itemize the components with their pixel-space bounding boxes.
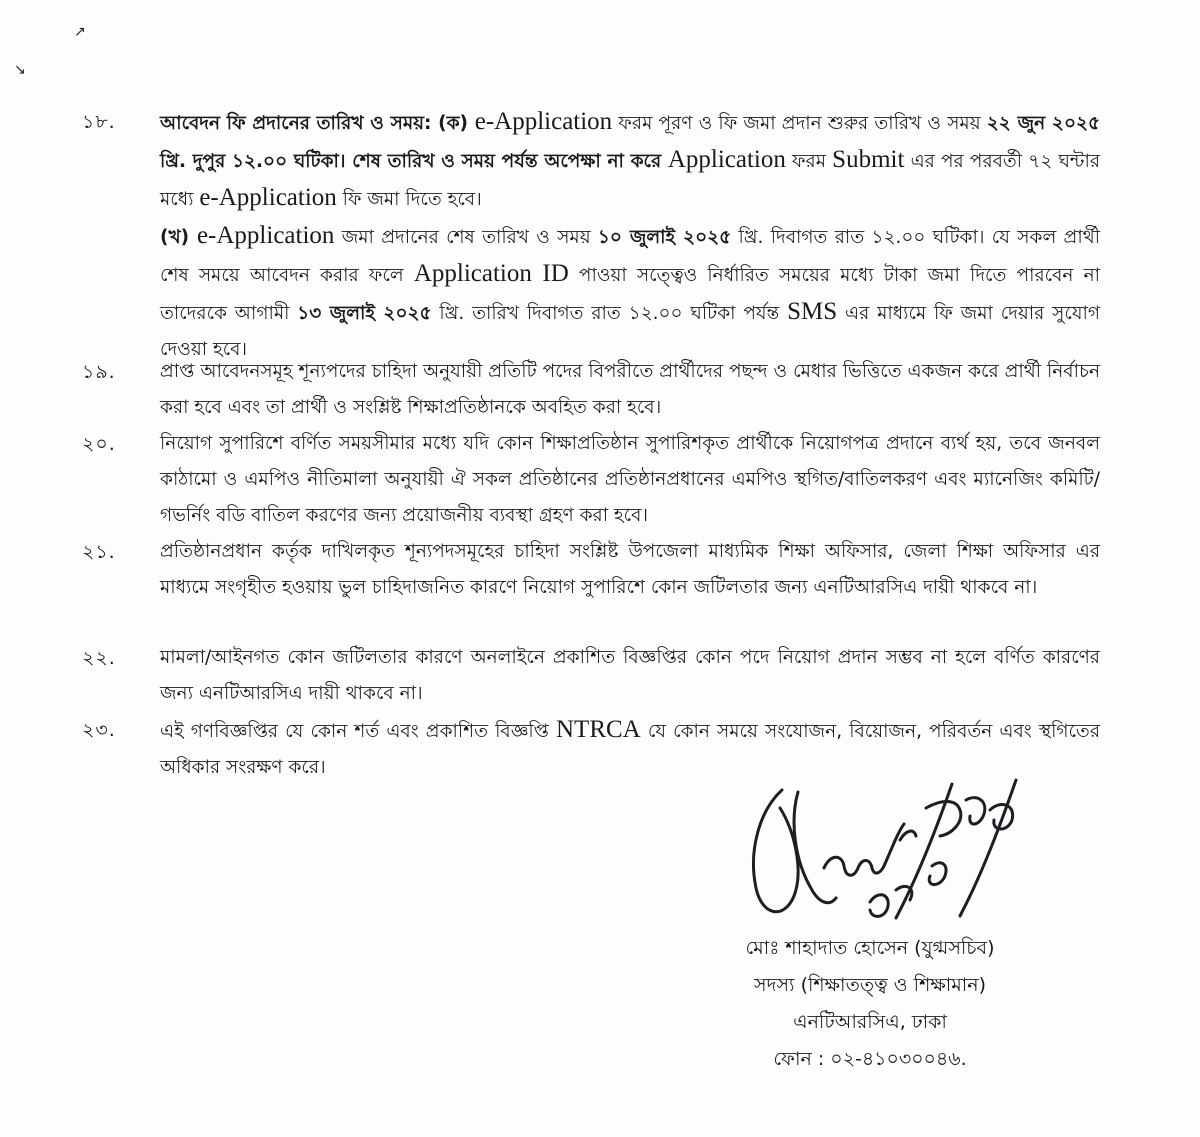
bold-text: ১৩ জুলাই ২০২৫ (297, 303, 432, 324)
signatory-phone: ফোন : ০২-৪১০৩০০৪৬. (773, 1048, 967, 1070)
latin-term: Submit (832, 146, 905, 173)
clause-body (160, 640, 1100, 712)
clause-paragraph (160, 218, 1100, 368)
clause-paragraph (160, 534, 1100, 606)
text-run: প্রাপ্ত আবেদনসমূহ শূন্যপদের চাহিদা অনুযায়ী প্রতিটি পদের বিপরীতে প্রার্থীদের পছন্দ ও মেধার ভিত্তিতে একজন করে প্রার্থী নির্বাচন করা হবে এবং তা প্রার্থী ও সংশ্লিষ্ট শিক্ষাপ্রতিষ্ঠানকে অবহিত করা হবে। (160, 361, 1100, 418)
text-run: খ্রি. তারিখ দিবাগত রাত ১২.০০ ঘটিকা পর্যন্ত (431, 303, 788, 324)
clause-paragraph (160, 426, 1100, 534)
text-run: প্রতিষ্ঠানপ্রধান কর্তৃক দাখিলকৃত শূন্যপদসমূহের চাহিদা সংশ্লিষ্ট উপজেলা মাধ্যমিক শিক্ষা অফিসার, জেলা শিক্ষা অফিসার এর মাধ্যমে সংগৃহীত হওয়ায় ভুল চাহিদাজনিত কারণে নিয়োগ সুপারিশে কোন জটিলতার জন্য এনটিআরসিএ দায়ী থাকবে না। (160, 541, 1100, 598)
latin-term: e-Application (474, 108, 613, 135)
clause-number: ২২. (82, 647, 116, 669)
text-run: ফরম (785, 151, 833, 172)
latin-term: NTRCA (556, 716, 641, 743)
signatory-designation: সদস্য (শিক্ষাতত্ত্ব ও শিক্ষামান) (753, 974, 987, 996)
clause-number: ১৯. (82, 361, 116, 383)
bold-text: আবেদন ফি প্রদানের তারিখ ও সময়: (ক) (160, 113, 475, 134)
latin-term: e-Application (196, 222, 335, 249)
text-run: এই গণবিজ্ঞপ্তির যে কোন শর্ত এবং প্রকাশিত বিজ্ঞপ্তি (160, 721, 556, 742)
clause-paragraph (160, 354, 1100, 426)
clause-number: ১৮. (82, 111, 116, 133)
clause-body (160, 354, 1100, 426)
text-run: এর পর পরবর্তী ৭২ ঘন্টার মধ্যে (160, 151, 1100, 210)
clause-body (160, 104, 1100, 368)
text-run: ফরম পূরণ ও ফি জমা প্রদান শুরুর তারিখ ও সময় (612, 113, 987, 134)
bold-text: (খ) (160, 227, 197, 248)
latin-term: Application (667, 146, 786, 173)
signatory-name: মোঃ শাহাদাত হোসেন (যুগ্মসচিব) (745, 937, 995, 959)
text-run: এর মাধ্যমে ফি জমা দেয়ার সুযোগ দেওয়া হবে। (160, 303, 1100, 360)
clause-body (160, 534, 1100, 606)
clause-number: ২১. (82, 541, 116, 563)
text-run: জমা প্রদানের শেষ তারিখ ও সময় (334, 227, 598, 248)
clause-body (160, 426, 1100, 534)
signature-block (690, 930, 1050, 1078)
latin-term: SMS (787, 298, 838, 325)
text-run: খ্রি. দিবাগত রাত ১২.০০ ঘটিকা। যে সকল প্রার্থী শেষ সময়ে আবেদন করার ফলে (160, 227, 1100, 286)
clause-paragraph (160, 104, 1100, 218)
signatory-office: এনটিআরসিএ, ঢাকা (793, 1011, 947, 1033)
latin-term: Application ID (413, 260, 569, 287)
text-run: মামলা/আইনগত কোন জটিলতার কারণে অনলাইনে প্রকাশিত বিজ্ঞপ্তির কোন পদে নিয়োগ প্রদান সম্ভব না হলে বর্ণিত কারণের জন্য এনটিআরসিএ দায়ী থাকবে না। (160, 647, 1100, 704)
handwritten-date: ২৬/৬/২৫ (960, 930, 964, 931)
text-run: নিয়োগ সুপারিশে বর্ণিত সময়সীমার মধ্যে যদি কোন শিক্ষাপ্রতিষ্ঠান সুপারিশকৃত প্রার্থীকে নিয়োগপত্র প্রদানে ব্যর্থ হয়, তবে জনবল কাঠামো ও এমপিও নীতিমালা অনুযায়ী ঐ সকল প্রতিষ্ঠানের প্রতিষ্ঠানপ্রধানের এমপিও স্থগিত/বাতিলকরণ এবং ম্যানেজিং কমিটি/গভর্নিং বডি বাতিল করণের জন্য প্রয়োজনীয় ব্যবস্থা গ্রহণ করা হবে। (160, 433, 1100, 526)
text-run: ফি জমা দিতে হবে। (336, 189, 482, 210)
bold-text: ২২ জুন ২০২৫ খ্রি. দুপুর ১২.০০ ঘটিকা। শেষ তারিখ ও সময় পর্যন্ত অপেক্ষা না করে (160, 113, 1101, 172)
latin-term: e-Application (199, 184, 337, 211)
text-run: পাওয়া সত্ত্বেও নির্ধারিত সময়ের মধ্যে টাকা জমা দিতে পারবেন না তাদেরকে আগামী (160, 265, 1100, 324)
clause-number: ২৩. (82, 719, 116, 741)
bold-text: ১০ জুলাই ২০২৫ (597, 227, 732, 248)
clause-number: ২০. (82, 433, 116, 455)
text-run: যে কোন সময়ে সংযোজন, বিয়োজন, পরিবর্তন এবং স্থগিতের অধিকার সংরক্ষণ করে। (160, 721, 1100, 778)
scan-speck: ↘ (14, 62, 26, 78)
handwritten-signature (720, 770, 1040, 940)
clause-paragraph (160, 640, 1100, 712)
scan-speck: ↗ (74, 24, 86, 40)
